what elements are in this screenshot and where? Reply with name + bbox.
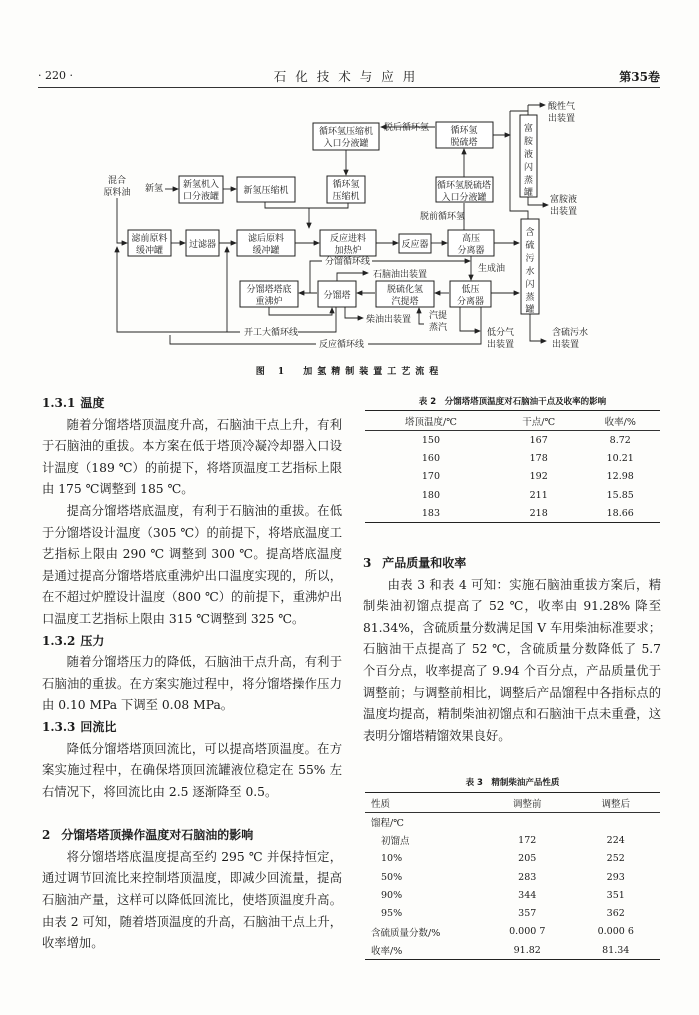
cell (572, 813, 661, 832)
node-label: 反应器 (401, 240, 429, 250)
table-row (365, 904, 660, 922)
node-label: 闪 (523, 163, 534, 173)
section-title: 温度 (80, 396, 105, 410)
paragraph: 提高分馏塔塔底温度，有利于石脑油的重拔。在低于分馏塔设计温度（305 ℃）的前提下，将塔底温度工艺指标上限由 290 ℃ 调整到 300 ℃。提高塔底温度是通过提高分馏塔塔底重沸炉出口温度实现的，所以，在不超过炉膛设计温度（800 ℃）的前提下，重沸炉出口温度工艺指标上限由 315 ℃调整到 325 ℃。 (42, 503, 342, 626)
section-title: 压力 (80, 633, 105, 648)
node-label: 入口分液罐 (441, 193, 487, 203)
node-label: 蒸 (525, 293, 535, 303)
flow-label: 富胺液 (550, 195, 578, 205)
box-h2s-stripper (376, 281, 434, 307)
node-label: 硫 (525, 241, 535, 251)
table-row (365, 886, 660, 904)
cell: 252 (606, 853, 625, 865)
cell: 收率/% (371, 946, 403, 958)
flow-label: 低分气 (487, 328, 515, 338)
section-number: 2 (42, 828, 51, 843)
box-mixed-feed-label (103, 174, 163, 198)
flow-label: 含硫污水 (552, 328, 589, 338)
section-number: 1.3.2 (42, 633, 76, 648)
section-title: 分馏塔塔顶操作温度对石脑油的影响 (61, 828, 254, 843)
table-row (365, 486, 660, 504)
cell: 183 (421, 507, 441, 519)
cell: 224 (606, 834, 625, 846)
right-column (363, 553, 661, 747)
flow-label: 汽提 (429, 311, 448, 321)
node-label: 低压 (461, 285, 480, 295)
cell: 192 (529, 471, 548, 483)
box-hp-separator (448, 230, 494, 256)
node-label: 胺 (523, 137, 534, 147)
box-fractionator (318, 281, 356, 307)
cell: 357 (518, 908, 537, 920)
node-label: 滤后原料 (247, 234, 285, 244)
flow-label: 脱前循环氢 (420, 212, 466, 222)
flow-label: 生成油 (478, 264, 506, 274)
node-label: 汽提塔 (391, 297, 419, 307)
cell: 8.72 (609, 434, 631, 446)
node-label: 脱硫化氢 (386, 285, 424, 295)
column-header: 调整前 (483, 793, 572, 813)
cell: 18.66 (606, 507, 634, 519)
box-new-h2-inlet-drum (179, 176, 223, 203)
node-label: 新氢机入 (182, 180, 220, 190)
box-sour-water-flash-drum (521, 219, 539, 315)
section-heading-1-3-2 (42, 631, 342, 653)
cell: 90% (381, 889, 403, 901)
cell (483, 813, 572, 832)
section-number: 1.3.3 (42, 719, 76, 734)
node-label: 含 (525, 228, 535, 238)
table-row (365, 850, 660, 868)
node-label: 新氢压缩机 (243, 186, 289, 196)
flow-label: 柴油出装置 (366, 315, 412, 325)
cell: 180 (421, 489, 441, 501)
table-row (365, 831, 660, 849)
node-label: 口分液罐 (182, 192, 220, 202)
volume-label: 第35卷 (619, 70, 660, 84)
cell: 283 (518, 871, 537, 883)
node-label: 滤前原料 (131, 234, 168, 244)
node-label: 分馏塔 (323, 291, 351, 301)
node-label: 压缩机 (332, 192, 360, 202)
flow-label: 石脑油出装置 (373, 270, 428, 280)
section-heading-1-3-3 (42, 717, 342, 739)
cell: 15.85 (606, 489, 634, 501)
cell: 含硫质量分数/% (371, 927, 441, 939)
node-label: 循环氢压缩机 (318, 127, 374, 137)
section-title: 产品质量和收率 (382, 556, 467, 570)
node-label: 罐 (523, 188, 534, 198)
flow-label: 反应循环线 (319, 340, 365, 350)
column-header: 塔顶温度/℃ (365, 411, 497, 431)
node-label: 循环氢 (450, 126, 478, 136)
flow-label: 脱后循环氢 (384, 123, 430, 133)
node-label: 高压 (461, 234, 481, 244)
box-new-h2-compressor (237, 177, 295, 202)
running-header (38, 65, 660, 85)
cell: 293 (606, 871, 625, 883)
paragraph: 降低分馏塔塔顶回流比，可以提高塔顶温度。在方案实施过程中，在确保塔顶回流罐液位稳定在 55% 左右情况下，将回流比由 2.5 逐渐降至 0.5。 (42, 741, 342, 799)
cell: 205 (518, 853, 537, 865)
cell: 91.82 (513, 944, 541, 956)
table-row (365, 813, 660, 832)
table-row (365, 923, 660, 941)
cell: 351 (606, 889, 625, 901)
cell: 12.98 (606, 471, 634, 483)
table-row (365, 468, 660, 486)
table-row (365, 449, 660, 467)
node-label: 分馏塔塔底 (246, 285, 292, 295)
cell: 344 (518, 889, 537, 901)
cell: 170 (421, 471, 441, 483)
node-label: 分离器 (457, 246, 485, 256)
flow-label: 出装置 (550, 207, 578, 217)
node-label: 循环氢 (332, 180, 360, 190)
section-heading-2 (42, 825, 342, 847)
table3 (365, 792, 660, 960)
new-h2-label: 新氢 (145, 184, 164, 194)
cell: 0.000 7 (509, 926, 546, 938)
box-pre-filter-buffer (128, 230, 171, 256)
node-label: 罐 (525, 305, 535, 315)
node-label: 入口分液罐 (323, 139, 369, 149)
section-number: 3 (363, 556, 372, 570)
section-heading-1-3-1 (42, 393, 342, 415)
box-recycle-h2-comp-inlet-drum (313, 123, 379, 150)
flow-label: 酸性气 (548, 102, 576, 112)
node-label: 缓冲罐 (135, 246, 164, 256)
flow-label: 出装置 (552, 340, 580, 350)
column-header: 性质 (365, 793, 483, 813)
table-header-row (365, 793, 660, 813)
node-label: 液 (523, 150, 534, 160)
cell: 172 (518, 834, 537, 846)
node-label: 反应进料 (329, 234, 367, 244)
cell: 211 (529, 489, 548, 501)
box-recycle-h2-compressor (327, 176, 365, 203)
cell: 160 (421, 452, 441, 464)
section-title: 回流比 (80, 719, 117, 734)
section-number: 1.3.1 (42, 396, 76, 410)
table-row (365, 868, 660, 886)
node-label: 混合 (107, 176, 127, 186)
node-label: 加热炉 (334, 246, 362, 256)
node-label: 过滤器 (188, 240, 217, 250)
node-label: 缓冲罐 (252, 246, 280, 256)
box-lp-separator (450, 281, 491, 307)
table2 (365, 410, 660, 523)
table-row (365, 504, 660, 523)
cell: 50% (381, 871, 403, 883)
page-number: · 220 · (38, 69, 73, 82)
paragraph: 随着分馏塔压力的降低，石脑油干点升高，有利于石脑油的重拔。在方案实施过程中，将分馏塔操作压力由 0.10 MPa 下调至 0.08 MPa。 (42, 655, 342, 713)
figure-caption: 图 1 加氢精制装置工艺流程 (255, 367, 444, 377)
cell: 150 (421, 434, 441, 446)
cell: 95% (381, 908, 403, 920)
cell: 10% (381, 853, 403, 865)
column-header: 干点/℃ (497, 411, 581, 431)
node-label: 原料油 (103, 188, 131, 198)
cell: 馏程/℃ (371, 818, 404, 830)
table-row (365, 431, 660, 450)
flow-label: 分馏循环线 (325, 257, 371, 267)
box-reactor (399, 234, 431, 253)
cell: 0.000 6 (597, 926, 634, 938)
node-label: 富 (523, 124, 534, 134)
flow-label: 蒸汽 (429, 323, 448, 333)
header-rule (38, 87, 660, 88)
section-heading-3 (363, 553, 661, 575)
column-header: 收率/% (580, 411, 660, 431)
journal-title: 石化技术与应用 (273, 69, 425, 84)
node-label: 分离器 (456, 297, 485, 307)
flow-label: 开工大循环线 (244, 328, 299, 338)
flow-label: 出装置 (487, 340, 515, 350)
flow-label: 出装置 (548, 114, 576, 124)
node-label: 脱硫塔 (450, 138, 478, 148)
paragraph: 将分馏塔塔底温度提高至约 295 ℃ 并保持恒定，通过调节回流比来控制塔顶温度，即减少回流量，提高石脑油产量，这样可以降低回流比，使塔顶温度升高。由表 2 可知，随着塔顶温度的升高，石脑油干点上升，收率增加。 (42, 849, 342, 951)
paragraph: 由表 3 和表 4 可知：实施石脑油重拔方案后，精制柴油初馏点提高了 52 ℃，收率由 91.28% 降至 81.34%，含硫质量分数满足国 V 车用柴油标准要求；石脑油干点提高了 52 ℃，含硫质量分数降低了 5.7 个百分点，收率提高了 9.94 个百分点，产品质量优于调整前；与调整前相比，调整后产品馏程中各指标点的温度均提高，精制柴油初馏点和石脑油干点未重叠，这表明分馏塔精馏效果良好。 (363, 577, 661, 743)
box-reboiler (240, 281, 298, 307)
table3-caption: 表 3 精制柴油产品性质 (465, 778, 560, 788)
process-flow-diagram (0, 95, 699, 385)
left-column (42, 393, 342, 955)
paragraph: 随着分馏塔塔顶温度升高，石脑油干点上升，有利于石脑油的重拔。本方案在低于塔顶冷凝冷却器入口设计温度（189 ℃）的前提下，将塔顶温度工艺指标上限由 175 ℃调整到 185 ℃。 (42, 417, 342, 497)
box-reactor-feed-heater (320, 230, 376, 256)
cell: 10.21 (606, 452, 634, 464)
table2-caption: 表 2 分馏塔塔顶温度对石脑油干点及收率的影响 (418, 397, 607, 407)
table-row (365, 941, 660, 960)
cell: 81.34 (602, 944, 630, 956)
cell: 178 (529, 452, 548, 464)
table-header-row (365, 411, 660, 431)
box-desulf-tower-inlet-drum (436, 177, 493, 203)
node-label: 污 (525, 254, 535, 264)
box-post-filter-buffer (237, 230, 295, 256)
node-label: 水 (525, 267, 535, 277)
box-rich-amine-flash-drum (520, 115, 537, 198)
box-filter (186, 230, 219, 256)
node-label: 循环氢脱硫塔 (436, 181, 492, 191)
node-label: 蒸 (523, 176, 534, 186)
cell: 初馏点 (381, 836, 410, 848)
cell: 362 (606, 908, 625, 920)
node-label: 重沸炉 (255, 297, 283, 307)
cell: 218 (529, 507, 548, 519)
node-label: 闪 (525, 280, 535, 290)
cell: 167 (529, 434, 548, 446)
column-header: 调整后 (572, 793, 661, 813)
box-recycle-h2-desulf-tower (436, 122, 493, 148)
